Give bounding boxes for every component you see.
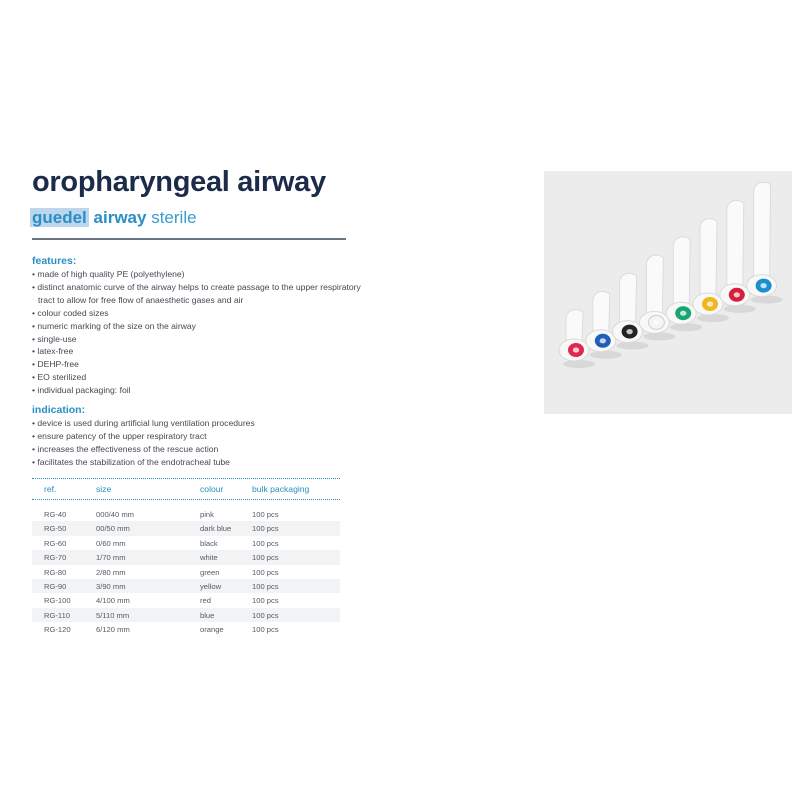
cell-colour: blue: [200, 610, 215, 620]
airway-opening: [626, 329, 632, 334]
airway-body: [646, 255, 663, 314]
cell-ref: RG-80: [44, 567, 67, 577]
cell-size: 3/90 mm: [96, 581, 126, 591]
airway-body: [566, 310, 583, 342]
cell-ref: RG-110: [44, 610, 71, 620]
features-heading: features:: [32, 255, 77, 267]
feature-item: • latex-free: [32, 345, 362, 358]
airway-shadow: [617, 342, 649, 350]
cell-packaging: 100 pcs: [252, 524, 279, 534]
cell-colour: orange: [200, 625, 224, 635]
airway-shadow: [751, 296, 783, 304]
airway-shadow: [563, 360, 595, 368]
cell-size: 000/40 mm: [96, 510, 134, 519]
airway-shadow: [697, 314, 729, 322]
cell-ref: RG-70: [44, 553, 67, 563]
cell-packaging: 100 pcs: [252, 596, 279, 606]
features-list: [32, 268, 362, 397]
table-row: [32, 550, 340, 564]
airway-opening: [760, 283, 766, 288]
cell-colour: green: [200, 567, 220, 577]
airway-body: [620, 273, 637, 323]
cell-colour: black: [200, 538, 218, 548]
cell-packaging: 100 pcs: [252, 581, 279, 591]
airway-body: [673, 237, 690, 305]
airways-illustration: [544, 171, 792, 414]
feature-item: • single-use: [32, 333, 362, 346]
airway-shadow: [590, 351, 622, 359]
subtitle-bold: airway: [93, 208, 147, 227]
cell-size: 2/80 mm: [96, 567, 126, 577]
feature-item: • individual packaging: foil: [32, 384, 362, 397]
table-row: [32, 521, 340, 535]
cell-packaging: 100 pcs: [252, 538, 279, 548]
cell-ref: RG-40: [44, 510, 67, 519]
cell-size: 4/100 mm: [96, 596, 130, 606]
cell-packaging: 100 pcs: [252, 610, 279, 620]
cell-packaging: 100 pcs: [252, 553, 279, 563]
cell-colour: white: [200, 553, 218, 563]
cell-ref: RG-50: [44, 524, 67, 534]
cell-size: 0/60 mm: [96, 538, 126, 548]
indication-item: • increases the effectiveness of the rescue action: [32, 443, 362, 456]
airway-device: [639, 255, 675, 340]
cell-size: 5/110 mm: [96, 610, 130, 620]
table-header: [32, 478, 340, 500]
page-title: oropharyngeal airway: [32, 166, 326, 198]
page-subtitle: [32, 208, 197, 228]
table-row: [32, 536, 340, 550]
cell-ref: RG-120: [44, 625, 71, 635]
airway-body: [593, 291, 610, 332]
cell-size: 6/120 mm: [96, 625, 130, 635]
airway-opening: [573, 347, 579, 352]
indication-item: • ensure patency of the upper respiratory tract: [32, 430, 362, 443]
airway-shadow: [643, 332, 675, 340]
header-size: size: [96, 484, 112, 494]
indication-heading: indication:: [32, 404, 86, 416]
cell-ref: RG-90: [44, 581, 67, 591]
airway-opening: [734, 292, 740, 297]
airway-body: [754, 182, 771, 277]
subtitle-highlight[interactable]: guedel: [32, 208, 87, 227]
cell-colour: yellow: [200, 581, 222, 591]
subtitle-light: sterile: [151, 208, 197, 227]
product-photo: [544, 171, 792, 414]
airway-device: [666, 237, 702, 331]
cell-ref: RG-100: [44, 596, 71, 606]
cell-packaging: 100 pcs: [252, 510, 279, 519]
table-row: [32, 593, 340, 607]
indication-list: [32, 417, 362, 469]
sizes-table: [32, 478, 340, 637]
airway-shadow: [724, 305, 756, 313]
header-colour: colour: [200, 484, 224, 494]
cell-ref: RG-60: [44, 538, 67, 548]
feature-item: • distinct anatomic curve of the airway helps to create passage to the upper respiratory tract to allow for free flow of anaesthetic gases and air: [32, 281, 362, 307]
table-row: [32, 507, 340, 521]
airway-device: [747, 182, 783, 303]
airway-body: [727, 200, 744, 286]
header-bulk-packaging: bulk packaging: [252, 484, 310, 494]
indication-item: • facilitates the stabilization of the endotracheal tube: [32, 456, 362, 469]
airway-device: [613, 273, 649, 349]
cell-packaging: 100 pcs: [252, 625, 279, 635]
table-row: [32, 579, 340, 593]
title-divider: [32, 238, 346, 240]
cell-colour: pink: [200, 510, 214, 519]
airway-body: [700, 219, 717, 296]
feature-item: • numeric marking of the size on the airway: [32, 320, 362, 333]
airway-opening: [707, 301, 713, 306]
header-ref: ref.: [44, 484, 57, 494]
feature-item: • DEHP-free: [32, 358, 362, 371]
airway-shadow: [670, 323, 702, 331]
cell-colour: dark blue: [200, 524, 232, 534]
airway-opening: [600, 338, 606, 343]
airway-device: [693, 219, 729, 322]
feature-item: • EO sterilized: [32, 371, 362, 384]
cell-size: 1/70 mm: [96, 553, 126, 563]
cell-colour: red: [200, 596, 211, 606]
feature-item: • made of high quality PE (polyethylene): [32, 268, 362, 281]
indication-item: • device is used during artificial lung ventilation procedures: [32, 417, 362, 430]
table-row: [32, 622, 340, 636]
airway-opening: [680, 311, 686, 316]
cell-size: 00/50 mm: [96, 524, 130, 534]
feature-item: • colour coded sizes: [32, 307, 362, 320]
table-row: [32, 565, 340, 579]
table-row: [32, 608, 340, 622]
cell-packaging: 100 pcs: [252, 567, 279, 577]
airway-opening: [653, 320, 659, 325]
airway-device: [720, 200, 756, 312]
